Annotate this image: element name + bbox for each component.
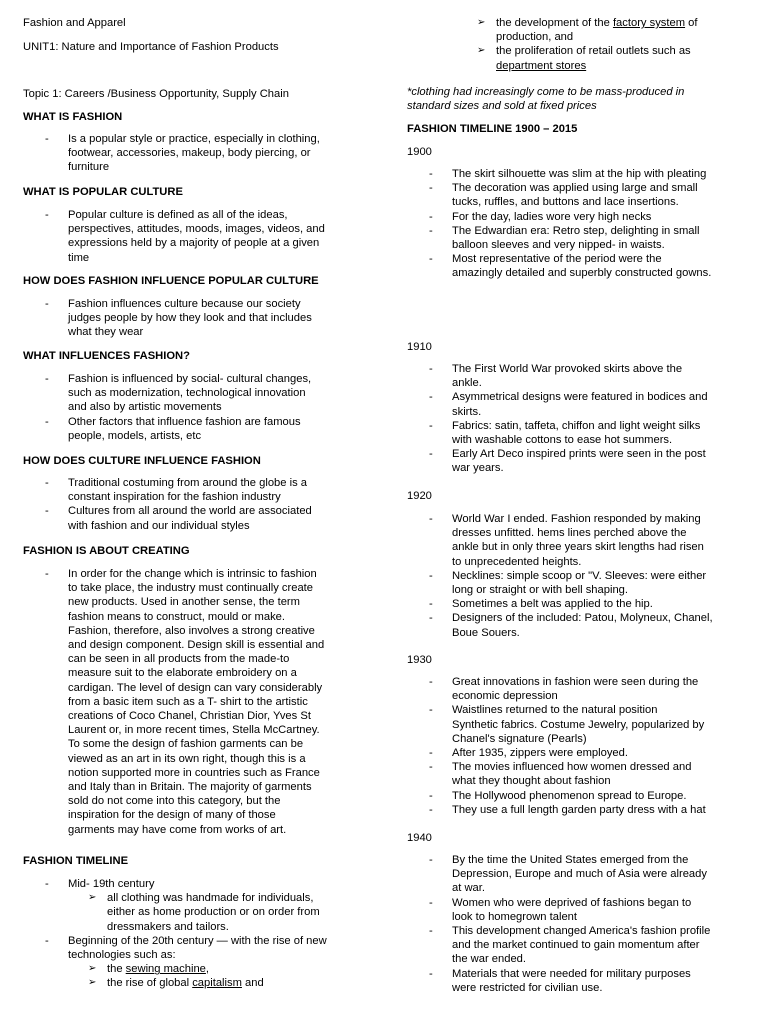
year-1900-label: 1900	[407, 146, 432, 158]
list-item: - The Hollywood phenomenon spread to Europe.	[407, 789, 752, 803]
section-list-what-influences	[23, 372, 368, 443]
list-item: - Necklines: simple scoop or "V. Sleeves: were either long or straight or with bell shaping.	[407, 569, 752, 597]
list-item: - Fashion influences culture because our society judges people by how they look and that includes what they wear	[23, 297, 368, 340]
list-item: - Asymmetrical designs were featured in bodices and skirts.	[407, 390, 752, 418]
list-item: - Fabrics: satin, taffeta, chiffon and light weight silks with washable cottons to ease hot summers.	[407, 419, 752, 447]
section-list-creating	[23, 567, 368, 837]
capitalism-link[interactable]: capitalism	[192, 977, 242, 990]
list-item: - The movies influenced how women dressed and what they thought about fashion	[407, 760, 752, 788]
list-item: - Early Art Deco inspired prints were seen in the post war years.	[407, 447, 752, 475]
list-item: - After 1935, zippers were employed.	[407, 746, 752, 760]
section-heading-what-is-fashion: WHAT IS FASHION	[23, 111, 123, 123]
list-item: - Mid- 19th century ➢ all clothing was handmade for individuals, either as home production or on order from dressmakers and tailors.	[23, 877, 368, 934]
list-item: - Women who were deprived of fashions began to look to homegrown talent	[407, 896, 752, 924]
year-1930-list	[407, 675, 752, 817]
sewing-machine-link[interactable]: sewing machine	[125, 963, 206, 976]
arrow-bullet-icon: ➢	[477, 45, 486, 57]
sub-list-item: ➢ the development of the factory system of production, and	[477, 17, 698, 44]
year-1930-label: 1930	[407, 654, 432, 666]
section-list-what-is-fashion	[23, 132, 368, 175]
department-stores-link[interactable]: department stores	[496, 59, 587, 72]
list-item: - Other factors that influence fashion are famous people, models, artists, etc	[23, 415, 368, 443]
section-heading-what-influences: WHAT INFLUENCES FASHION?	[23, 350, 190, 362]
section-heading-creating: FASHION IS ABOUT CREATING	[23, 545, 190, 557]
year-1910-label: 1910	[407, 341, 432, 353]
mass-production-note: *clothing had increasingly come to be mass-produced in standard sizes and sold at fixed prices	[407, 86, 685, 113]
section-heading-popular-culture: WHAT IS POPULAR CULTURE	[23, 186, 183, 198]
document-title: Fashion and Apparel	[23, 17, 126, 29]
section-heading-culture-influence: HOW DOES CULTURE INFLUENCE FASHION	[23, 455, 261, 467]
list-item: - Sometimes a belt was applied to the hip.	[407, 597, 752, 611]
year-1940-list	[407, 853, 752, 995]
year-1940-label: 1940	[407, 832, 432, 844]
topic-title: Topic 1: Careers /Business Opportunity, Supply Chain	[23, 88, 289, 100]
factory-system-link[interactable]: factory system	[612, 17, 686, 29]
list-item: - Traditional costuming from around the globe is a constant inspiration for the fashion industry	[23, 476, 368, 504]
section-list-fashion-influence	[23, 297, 368, 340]
sub-list-item: ➢ all clothing was handmade for individuals, either as home production or on order from dressmakers and tailors.	[88, 892, 320, 933]
year-1910-list	[407, 362, 752, 476]
list-item: - Materials that were needed for military purposes were restricted for civilian use.	[407, 967, 752, 995]
unit-title: UNIT1: Nature and Importance of Fashion Products	[23, 41, 279, 53]
list-item: - The Edwardian era: Retro step, delighting in small balloon sleeves and very nipped- in waists.	[407, 224, 752, 252]
fashion-timeline-heading: FASHION TIMELINE 1900 – 2015	[407, 123, 578, 135]
section-list-fashion-timeline	[23, 877, 368, 991]
list-item: - Cultures from all around the world are associated with fashion and our individual styles	[23, 504, 368, 532]
continued-tech-list	[407, 16, 752, 73]
sub-list-item: ➢ the rise of global capitalism and	[88, 977, 264, 990]
list-item: - The skirt silhouette was slim at the hip with pleating	[407, 167, 752, 181]
year-1920-list	[407, 512, 752, 640]
sub-list-item: ➢ the proliferation of retail outlets such as department stores	[477, 45, 691, 72]
list-item: - They use a full length garden party dress with a hat	[407, 803, 752, 817]
list-item: - Waistlines returned to the natural position Synthetic fabrics. Costume Jewelry, popularized by Chanel's signature (Pearls)	[407, 703, 752, 746]
list-item: - World War I ended. Fashion responded by making dresses unfitted. hems lines perched above the ankle but in only three years skirt lengths had risen to unprecedented heights.	[407, 512, 752, 569]
list-item: - Is a popular style or practice, especially in clothing, footwear, accessories, makeup, body piercing, or furniture	[23, 132, 368, 175]
year-1920-label: 1920	[407, 490, 432, 502]
list-item: - In order for the change which is intrinsic to fashion to take place, the industry must continually create new products. Used in another sense, the term fashion means to construct, mould or make. Fashion, therefore, also involves a strong creative and design component. Design skill is essential and can be seen in all products from the made-to measure suit to the elaborate embroidery on a cardigan. The level of design can vary considerably from a basic item such as a T- shirt to the artistic creations of Coco Chanel, Christian Dior, Yves St Laurent or, in more recent times, Stella McCartney. To some the design of fashion garments can be viewed as an art in its own right, though this is a notion supported more in countries such as France and Italy than in Britain. The majority of garments sold do not come into this category, but the inspiration for the design of many of those garments may have come from works of art.	[23, 567, 368, 837]
arrow-bullet-icon: ➢	[88, 977, 97, 989]
arrow-bullet-icon: ➢	[88, 892, 97, 904]
list-item: - Popular culture is defined as all of the ideas, perspectives, attitudes, moods, images, videos, and expressions held by a majority of people at a given time	[23, 208, 368, 265]
list-item: - Designers of the included: Patou, Molyneux, Chanel, Boue Souers.	[407, 611, 752, 639]
list-item: - Most representative of the period were the amazingly detailed and superbly constructed gowns.	[407, 252, 752, 280]
sub-list-item: ➢ the sewing machine,	[88, 963, 210, 976]
list-item: - Fashion is influenced by social- cultural changes, such as modernization, technological innovation and also by artistic movements	[23, 372, 368, 415]
section-heading-fashion-timeline: FASHION TIMELINE	[23, 855, 129, 867]
section-list-popular-culture	[23, 208, 368, 265]
section-list-culture-influence	[23, 476, 368, 533]
list-item: - For the day, ladies wore very high necks	[407, 210, 752, 224]
arrow-bullet-icon: ➢	[477, 17, 486, 28]
list-item: - By the time the United States emerged from the Depression, Europe and much of Asia were already at war.	[407, 853, 752, 896]
list-item: - This development changed America's fashion profile and the market continued to gain momentum after the war ended.	[407, 924, 752, 967]
list-item: - The First World War provoked skirts above the ankle.	[407, 362, 752, 390]
arrow-bullet-icon: ➢	[88, 963, 97, 975]
year-1900-list	[407, 167, 752, 281]
list-item: - Beginning of the 20th century — with the rise of new technologies such as: ➢ the sewing machine, ➢ the rise of global capitalism and	[23, 934, 368, 991]
list-item: - The decoration was applied using large and small tucks, ruffles, and buttons and lace insertions.	[407, 181, 752, 209]
list-item: - Great innovations in fashion were seen during the economic depression	[407, 675, 752, 703]
section-heading-fashion-influence: HOW DOES FASHION INFLUENCE POPULAR CULTURE	[23, 275, 319, 287]
